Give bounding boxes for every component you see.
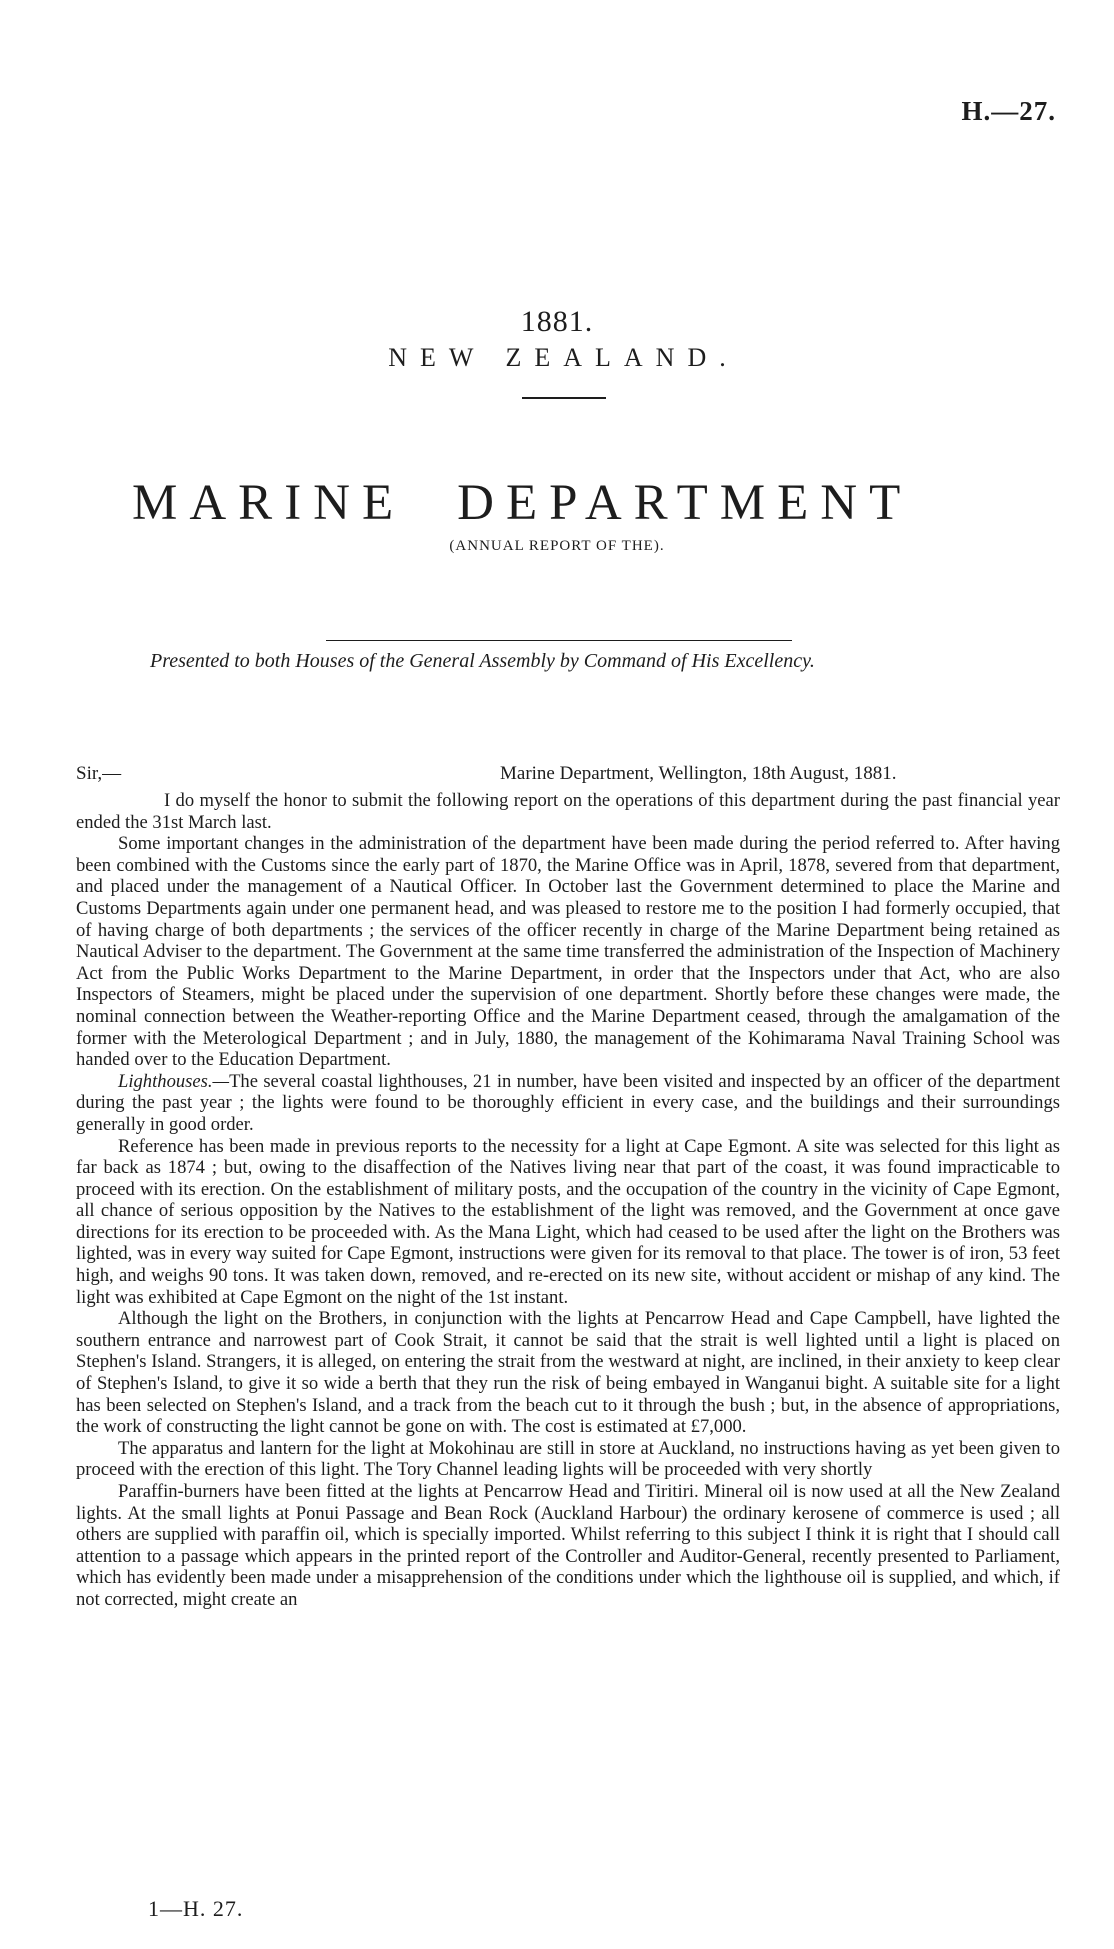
paragraph-3-text: The several coastal lighthouses, 21 in number, have been visited and inspected by an officer of the department during the past year ; the lights were found to be thoroughly efficient in every case, and the buildings and their surroundings generally in good order. xyxy=(76,1070,1060,1135)
document-id: H.—27. xyxy=(961,96,1056,126)
signature-mark: 1—H. 27. xyxy=(148,1896,244,1921)
report-subtitle: (ANNUAL REPORT OF THE). xyxy=(449,538,665,554)
department-title-word-2: DEPARTMENT xyxy=(457,475,913,531)
paragraph-7: Paraffin-burners have been fitted at the lights at Pencarrow Head and Tiritiri. Mineral oil is now used at all the New Zealand lights. At the small lights at Ponui Passage and Bean Rock (Auckland Harbour) the ordinary kerosene of commerce is used ; all others are supplied with paraffin oil, which is specially imported. Whilst referring to this subject I think it is right that I should call attention to a passage which appears in the printed report of the Controller and Auditor-General, recently presented to Parliament, which has evidently been made under a misapprehension of the conditions under which the lighthouse oil is supplied, and which, if not corrected, might create an xyxy=(76,1481,1060,1610)
paragraph-2: Some important changes in the administration of the department have been made during the period referred to. After having been combined with the Customs since the early part of 1870, the Marine Office was in April, 1878, severed from that department, and placed under the management of a Nautical Officer. In October last the Government determined to place the Marine and Customs Departments again under one permanent head, and was pleased to restore me to the position I had formerly occupied, that of having charge of both departments ; the services of the officer recently in charge of the Marine Department being retained as Nautical Adviser to the department. The Government at the same time transferred the administration of the Inspection of Machinery Act from the Public Works Department to the Marine Department, in order that the Inspectors under that Act, who are also Inspectors of Steamers, might be placed under the supervision of one department. Shortly before these changes were made, the nominal connection between the Weather-reporting Office and the Marine Department ceased, through the amalgamation of the former with the Meterological Department ; and in July, 1880, the management of the Kohimarama Naval Training School was handed over to the Education Department. xyxy=(76,833,1060,1071)
paragraph-3 xyxy=(76,1071,1060,1136)
country-heading: NEW ZEALAND. xyxy=(388,343,739,372)
paragraph-5: Although the light on the Brothers, in conjunction with the lights at Pencarrow Head and Cape Campbell, have lighted the southern entrance and narrowest part of Cook Strait, it cannot be said that the strait is well lighted until a light is placed on Stephen's Island. Strangers, it is alleged, on entering the strait from the westward at night, are inclined, in their anxiety to keep clear of Stephen's Island, to give it so wide a berth that they run the risk of being embayed in Wanganui bight. A suitable site for a light has been selected on Stephen's Island, and a track from the beach cut to it through the bush ; but, in the absence of appropriations, the work of constructing the light cannot be gone on with. The cost is estimated at £7,000. xyxy=(76,1308,1060,1438)
paragraph-4: Reference has been made in previous reports to the necessity for a light at Cape Egmont. A site was selected for this light as far back as 1874 ; but, owing to the disaffection of the Natives living near that part of the coast, it was found impracticable to proceed with its erection. On the establishment of military posts, and the occupation of the country in the vicinity of Cape Egmont, all chance of serious opposition by the Natives to the establishment of the light was removed, and the Government at once gave directions for its erection to be proceeded with. As the Mana Light, which had ceased to be used after the light on the Brothers was lighted, was in every way suited for Cape Egmont, instructions were given for its removal to that place. The tower is of iron, 53 feet high, and weighs 90 tons. It was taken down, removed, and re-erected on its new site, without accident or mishap of any kind. The light was exhibited at Cape Egmont on the night of the 1st instant. xyxy=(76,1135,1060,1308)
short-rule-divider xyxy=(522,397,606,399)
salutation: Sir,— xyxy=(76,763,122,784)
letter-body xyxy=(76,790,1060,1611)
department-title xyxy=(132,475,1032,531)
report-year: 1881. xyxy=(520,305,594,338)
presented-line: Presented to both Houses of the General Assembly by Command of His Excellency. xyxy=(150,650,815,672)
department-title-word-1: MARINE xyxy=(132,475,406,531)
paragraph-1: I do myself the honor to submit the following report on the operations of this department during the past financial year ended the 31st March last. xyxy=(76,790,1060,833)
paragraph-6: The apparatus and lantern for the light at Mokohinau are still in store at Auckland, no instructions having as yet been given to proceed with the erection of this light. The Tory Channel leading lights will be proceeded with very shortly xyxy=(76,1437,1060,1481)
dateline: Marine Department, Wellington, 18th August, 1881. xyxy=(500,763,897,784)
long-rule-divider xyxy=(326,640,792,641)
lighthouses-heading: Lighthouses.— xyxy=(118,1070,230,1092)
